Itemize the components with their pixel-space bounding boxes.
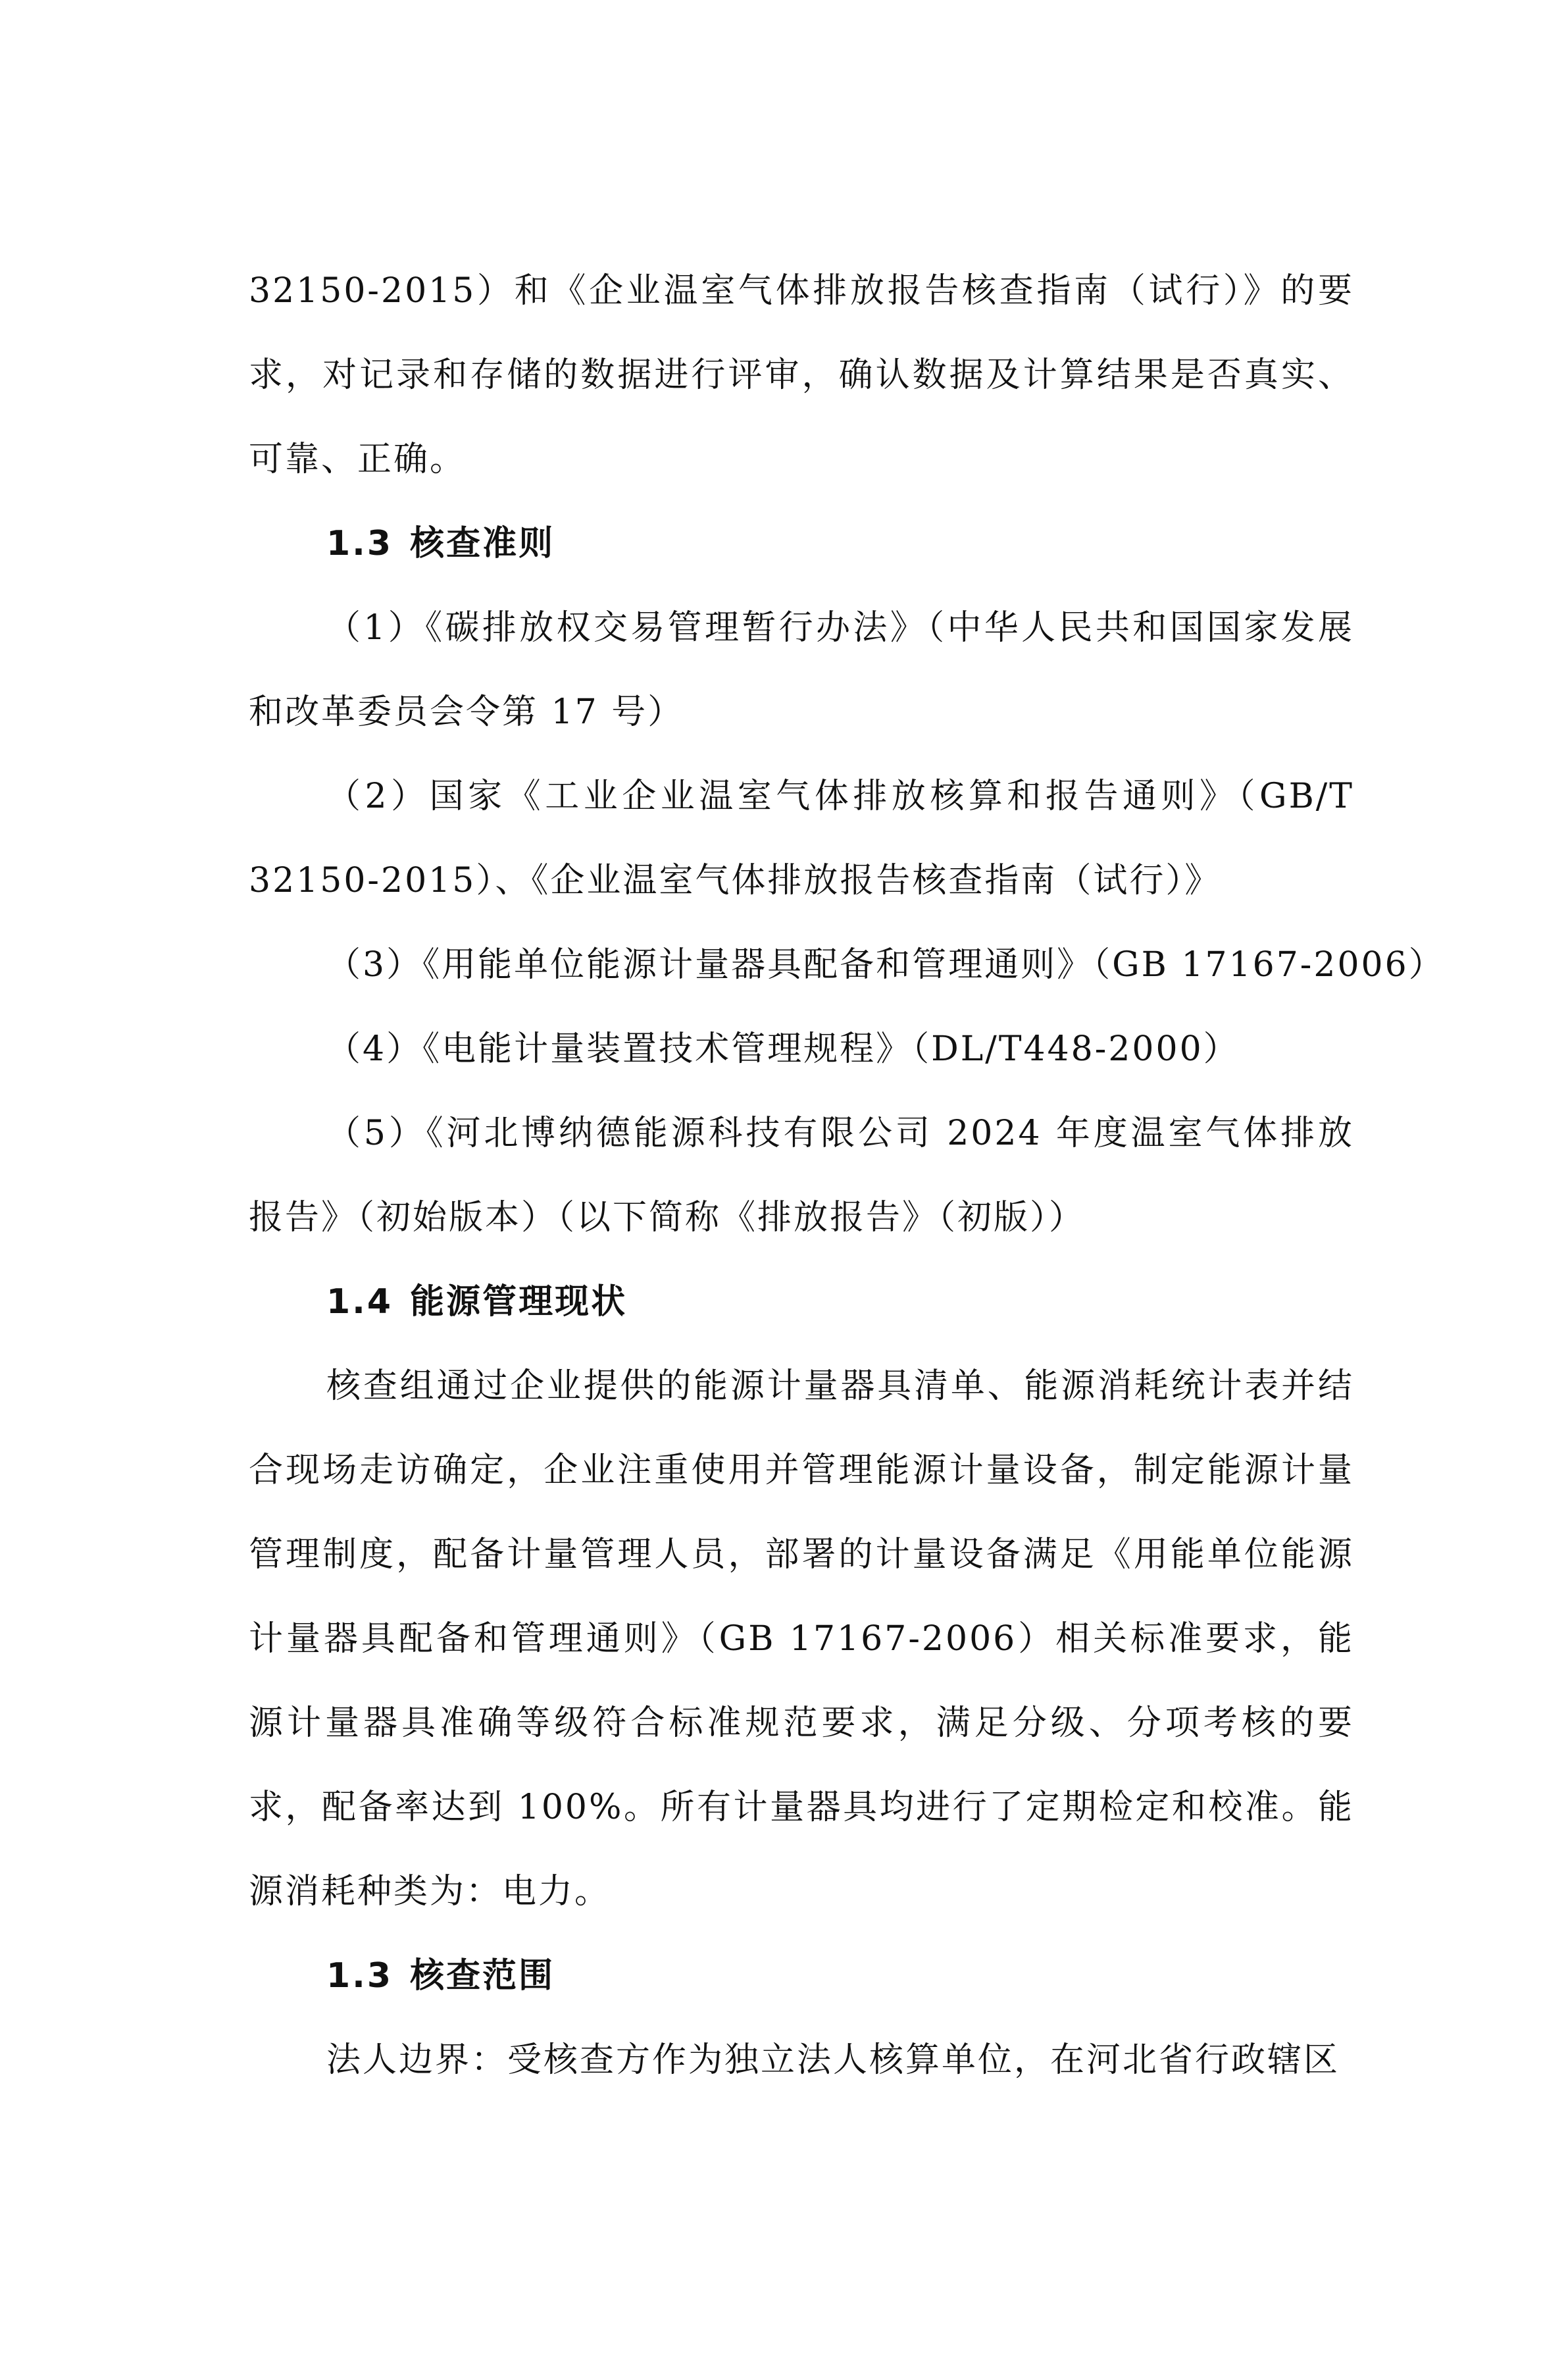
section-number: 1.4 <box>326 1282 393 1322</box>
scope-paragraph: 法人边界：受核查方作为独立法人核算单位，在河北省行政辖区 <box>326 2040 1340 2080</box>
document-body <box>249 249 1445 2102</box>
section-heading-scope <box>249 1934 1354 2018</box>
section-heading-energy-management <box>249 1260 1354 1344</box>
section-heading-criteria <box>249 502 1354 586</box>
criteria-item-3: （3）《用能单位能源计量器具配备和管理通则》（GB 17167-2006） <box>326 945 1445 985</box>
criteria-item-1: （1）《碳排放权交易管理暂行办法》（中华人民共和国国家发展和改革委员会令第 17 号） <box>249 608 1354 732</box>
criteria-item-4: （4）《电能计量装置技术管理规程》（DL/T448-2000） <box>326 1029 1240 1069</box>
section-title: 核查范围 <box>410 1956 555 1996</box>
criteria-item-2: （2）国家《工业企业温室气体排放核算和报告通则》（GB/T 32150-2015）、《企业温室气体排放报告核查指南（试行）》 <box>249 777 1354 900</box>
section-title: 能源管理现状 <box>410 1282 628 1322</box>
criteria-item-5: （5）《河北博纳德能源科技有限公司 2024 年度温室气体排放报告》（初始版本）（以下简称《排放报告》（初版）） <box>249 1114 1354 1237</box>
section-number: 1.3 <box>326 524 393 563</box>
section-title: 核查准则 <box>410 524 555 563</box>
section-number: 1.3 <box>326 1956 393 1996</box>
intro-paragraph: 32150-2015）和《企业温室气体排放报告核查指南（试行）》的要求，对记录和存储的数据进行评审，确认数据及计算结果是否真实、可靠、正确。 <box>249 271 1354 479</box>
energy-management-paragraph: 核查组通过企业提供的能源计量器具清单、能源消耗统计表并结合现场走访确定，企业注重使用并管理能源计量设备，制定能源计量管理制度，配备计量管理人员，部署的计量设备满足《用能单位能源计量器具配备和管理通则》（GB 17167-2006）相关标准要求，能源计量器具准确等级符合标准规范要求，满足分级、分项考核的要求，配备率达到 100%。所有计量器具均进行了定期检定和校准。能源消耗种类为：电力。 <box>249 1366 1354 1911</box>
